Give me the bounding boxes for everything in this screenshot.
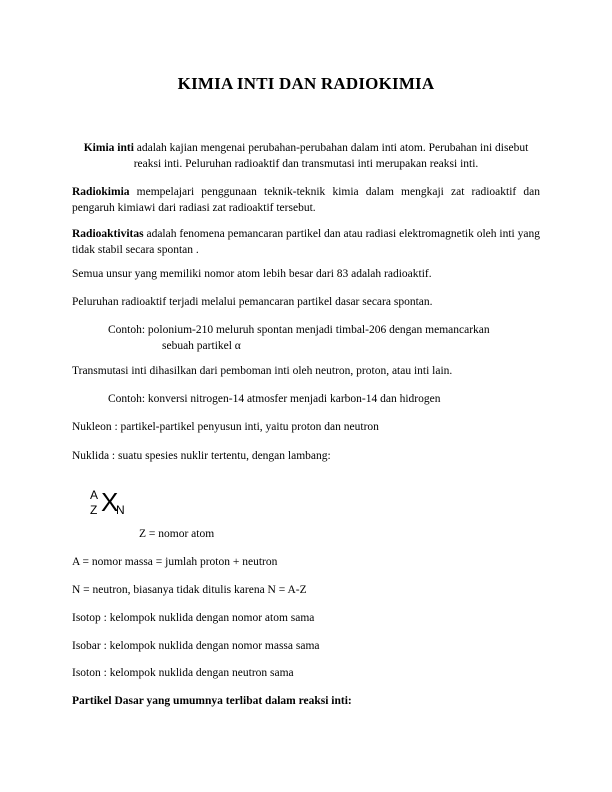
paragraph-unsur-radioaktif: Semua unsur yang memiliki nomor atom lebih besar dari 83 adalah radioaktif. [72, 268, 432, 280]
kimia-inti-text-1: adalah kajian mengenai perubahan-perubahan dalam inti atom. Perubahan ini disebut [133, 142, 529, 154]
definition-nukleon: Nukleon : partikel-partikel penyusun inti, yaitu proton dan neutron [72, 421, 379, 433]
atomic-number-subscript: Z [90, 503, 98, 517]
example-nitrogen: Contoh: konversi nitrogen-14 atmosfer menjadi karbon-14 dan hidrogen [108, 393, 441, 405]
term-kimia-inti: Kimia inti [83, 142, 134, 154]
definition-a: A = nomor massa = jumlah proton + neutron [72, 556, 278, 568]
definition-isotop: Isotop : kelompok nuklida dengan nomor atom sama [72, 612, 315, 624]
paragraph-radiokimia [72, 184, 540, 216]
paragraph-peluruhan: Peluruhan radioaktif terjadi melalui pemancaran partikel dasar secara spontan. [72, 296, 433, 308]
definition-isoton: Isoton : kelompok nuklida dengan neutron sama [72, 667, 294, 679]
term-radioaktivitas: Radioaktivitas [72, 228, 144, 240]
page-title: KIMIA INTI DAN RADIOKIMIA [177, 74, 435, 93]
radiokimia-text: mempelajari penggunaan teknik-teknik kimia dalam mengkaji zat radioaktif dan pengaruh kimiawi dari radiasi zat radioaktif tersebut. [72, 186, 540, 214]
radioaktivitas-text: adalah fenomena pemancaran partikel dan atau radiasi elektromagnetik oleh inti yang tidak stabil secara spontan . [72, 228, 540, 256]
example-polonium-line-2: sebuah partikel α [162, 340, 241, 352]
neutron-subscript: N [116, 503, 125, 517]
paragraph-transmutasi: Transmutasi inti dihasilkan dari pemboman inti oleh neutron, proton, atau inti lain. [72, 365, 453, 377]
term-radiokimia: Radiokimia [72, 186, 130, 198]
definition-z: Z = nomor atom [139, 528, 215, 540]
example-polonium-line-1: Contoh: polonium-210 meluruh spontan menjadi timbal-206 dengan memancarkan [108, 324, 490, 336]
nuclide-symbol [90, 487, 170, 523]
mass-number-superscript: A [90, 488, 99, 502]
definition-nuklida: Nuklida : suatu spesies nuklir tertentu, dengan lambang: [72, 450, 331, 462]
kimia-inti-text-2: reaksi inti. Peluruhan radioaktif dan transmutasi inti merupakan reaksi inti. [133, 158, 479, 170]
element-symbol: X [101, 487, 119, 517]
paragraph-radioaktivitas [72, 226, 540, 258]
example-polonium [108, 322, 540, 354]
definition-isobar: Isobar : kelompok nuklida dengan nomor massa sama [72, 640, 320, 652]
definition-n: N = neutron, biasanya tidak ditulis karena N = A-Z [72, 584, 307, 596]
paragraph-kimia-inti [72, 140, 540, 172]
section-heading-partikel-dasar: Partikel Dasar yang umumnya terlibat dalam reaksi inti: [72, 695, 352, 707]
